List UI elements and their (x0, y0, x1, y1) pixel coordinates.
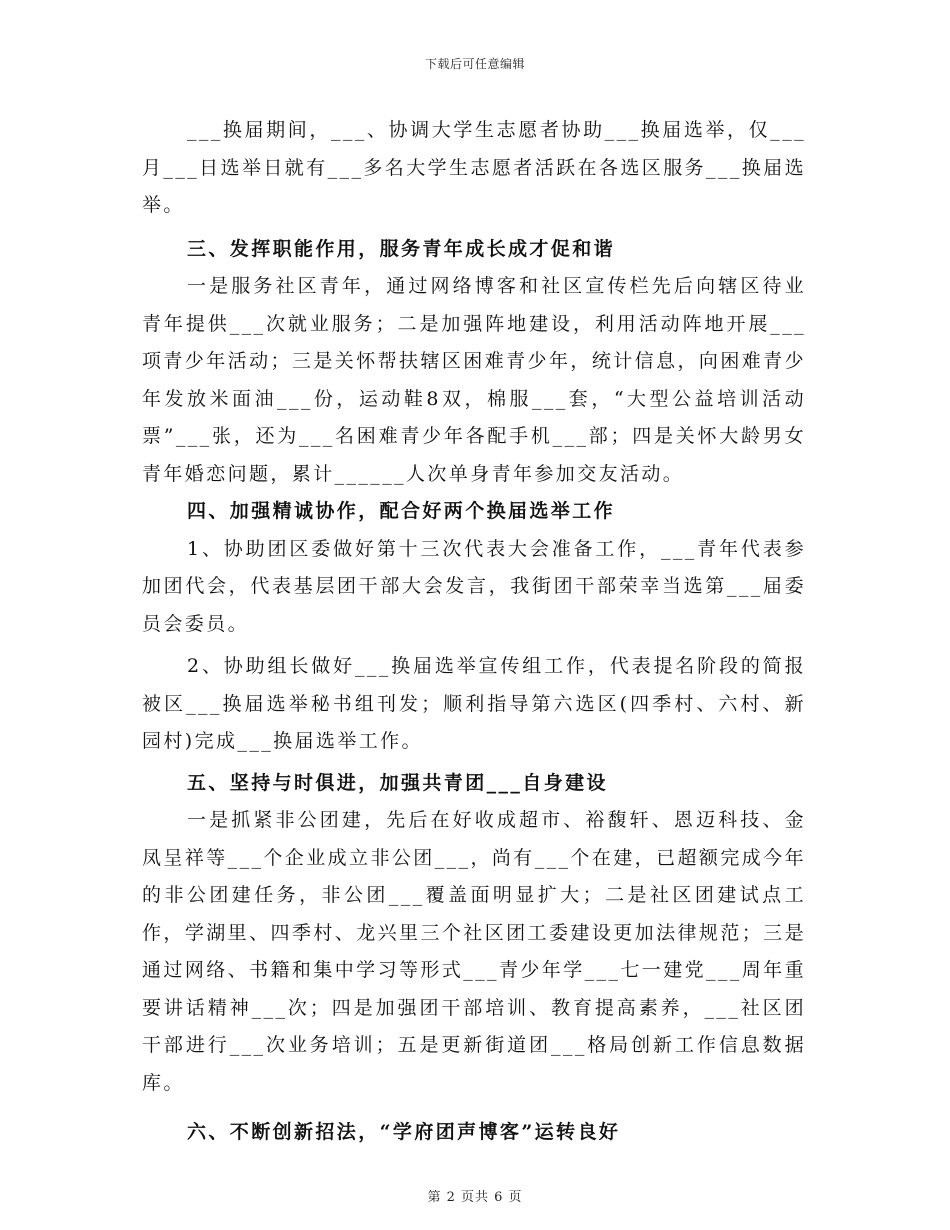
paragraph-election: 2、协助组长做好___换届选举宣传组工作，代表提名阶段的简报被区___换届选举秘书组刊发；顺利指导第六选区(四季村、六村、新园村)完成___换届选举工作。 (142, 655, 806, 752)
heading-section-4: 四、加强精诚协作，配合好两个换届选举工作 (187, 500, 616, 522)
page-footer: 第 2 页共 6 页 (427, 1190, 523, 1205)
heading-section-5: 五、坚持与时俱进，加强共青团___自身建设 (187, 771, 608, 794)
paragraph-congress: 1、协助团区委做好第十三次代表大会准备工作，___青年代表参加团代会，代表基层团干部大会发言，我街团干部荣幸当选第___届委员会委员。 (142, 537, 806, 635)
heading-section-3: 三、发挥职能作用，服务青年成长成才促和谐 (187, 237, 616, 260)
paragraph-youth-services: 一是服务社区青年，通过网络博客和社区宣传栏先后向辖区待业青年提供___次就业服务；二是加强阵地建设，利用活动阵地开展___项青少年活动；三是关怀帮扶辖区困难青少年，统计信息，向困难青少年发放米面油___份，运动鞋8双，棉服___套，“大型公益培训活动票”___张，还为___名困难青少年各配手机___部；四是关怀大龄男女青年婚恋问题，累计______人次单身青年参加交友活动。 (142, 275, 806, 485)
document-body (142, 112, 806, 1152)
page-header: 下载后可任意编辑 (424, 57, 525, 71)
paragraph-volunteers: ___换届期间，___、协调大学生志愿者协助___换届选举，仅___月___日选举日就有___多名大学生志愿者活跃在各选区服务___换届选举。 (142, 119, 806, 216)
paragraph-self-building: 一是抓紧非公团建，先后在好收成超市、裕馥轩、恩迈科技、金凤呈祥等___个企业成立非公团___，尚有___个在建，已超额完成今年的非公团建任务，非公团___覆盖面明显扩大；二是社区团建试点工作，学湖里、四季村、龙兴里三个社区团工委建设更加法律规范；三是通过网络、书籍和集中学习等形式___青少年学___七一建党___周年重要讲话精神___次；四是加强团干部培训、教育提高素养，___社区团干部进行___次业务培训；五是更新街道团___格局创新工作信息数据库。 (142, 809, 806, 1094)
heading-section-6: 六、不断创新招法，“学府团声博客”运转良好 (187, 1121, 621, 1143)
